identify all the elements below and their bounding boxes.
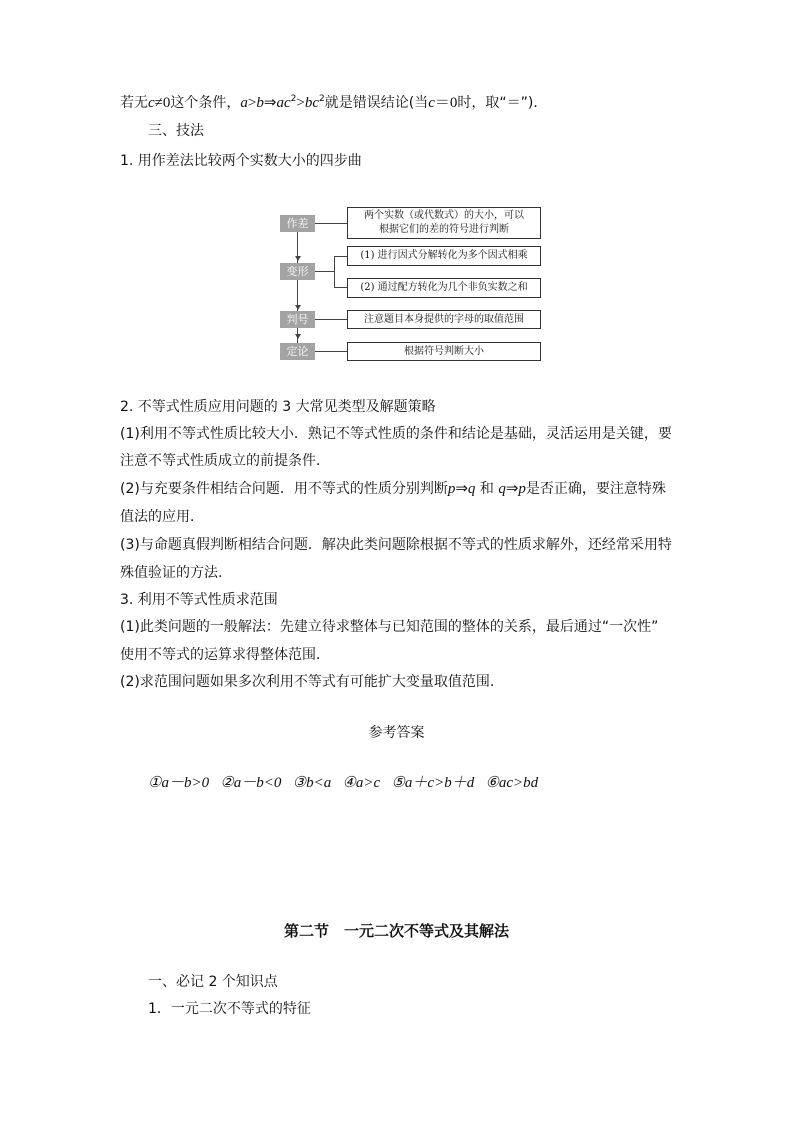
connector [315, 351, 347, 352]
item2-p1-line2: 注意不等式性质成立的前提条件． [120, 453, 330, 469]
item2-title: 2. 不等式性质应用问题的 3 大常见类型及解题策略 [120, 399, 436, 415]
flow-step-conclude: 定论 [280, 343, 315, 360]
section2-subheading: 一、必记 2 个知识点 [148, 974, 278, 990]
section2-item1: 1．一元二次不等式的特征 [148, 1001, 311, 1017]
answer-5: ⑤a＋c>b＋d [391, 775, 475, 791]
intro-text-4: 时，取“＝”)． [457, 95, 548, 111]
intro-text-2: 这个条件， [170, 95, 241, 111]
answers-title: 参考答案 [368, 725, 425, 741]
item2-p2-text-b: 和 [479, 481, 494, 497]
item3-p1-line2: 使用不等式的运算求得整体范围． [120, 647, 330, 663]
flow-box-factor: (1) 进行因式分解转化为多个因式相乘 [347, 246, 541, 266]
item2-p2-text-a: (2)与充要条件相结合问题．用不等式的性质分别判断 [120, 481, 448, 497]
answer-6: ⑥ac>bd [485, 775, 539, 791]
arrow-down-icon [295, 334, 301, 339]
flow-step-transform: 变形 [280, 263, 315, 280]
answer-3: ③b<a [292, 775, 332, 791]
item1-title: 1. 用作差法比较两个实数大小的四步曲 [120, 153, 362, 169]
item3-title: 3. 利用不等式性质求范围 [120, 592, 278, 608]
connector [334, 256, 335, 287]
connector [315, 271, 334, 272]
intro-text-3: 就是错误结论(当 [324, 95, 429, 111]
item2-p3-line1: (3)与命题真假判断相结合问题．解决此类问题除根据不等式的性质求解外，还经常采用特 [120, 537, 672, 553]
item2-p2-line1: (2)与充要条件相结合问题．用不等式的性质分别判断p⇒q 和 q⇒p是否正确，要注意特殊 [120, 481, 666, 497]
flow-box-judge: 根据符号判断大小 [347, 342, 541, 361]
connector [315, 223, 347, 224]
answer-4: ④a>c [342, 775, 381, 791]
answers-list [148, 773, 538, 793]
section-heading-techniques: 三、技法 [148, 123, 204, 139]
item3-p2: (2)求范围问题如果多次利用不等式有可能扩大变量取值范围. [120, 674, 495, 690]
flow-step-sign: 判号 [280, 311, 315, 328]
flow-step-diff: 作差 [280, 215, 315, 232]
intro-line: 若无c≠0这个条件，$a>b\Rightarrow ac^2>bc^2$就是错误结论(当c＝0时，取“＝”)． [120, 94, 548, 111]
section2-title: 第二节 一元二次不等式及其解法 [283, 922, 509, 940]
item2-p1-line1: (1)利用不等式性质比较大小．熟记不等式性质的条件和结论是基础，灵活运用是关键，要 [120, 426, 672, 442]
connector [334, 256, 347, 257]
flow-box-range: 注意题目本身提供的字母的取值范围 [347, 310, 541, 329]
answer-1: ①a－b>0 [148, 775, 210, 791]
answer-2: ②a－b<0 [220, 775, 282, 791]
arrow-down-icon [295, 256, 301, 261]
item2-p3-line2: 殊值验证的方法. [120, 565, 223, 581]
item3-p1-line1: (1)此类问题的一般解法：先建立待求整体与已知范围的整体的关系，最后通过“一次性” [120, 619, 659, 635]
connector [315, 319, 347, 320]
intro-text-1: 若无 [120, 95, 148, 111]
item2-p2-line2: 值法的应用． [120, 509, 204, 525]
arrow-down-icon [295, 305, 301, 310]
flow-box-square: (2) 通过配方转化为几个非负实数之和 [347, 278, 541, 298]
item2-p2-text-c: 是否正确，要注意特殊 [525, 481, 666, 497]
connector [334, 287, 347, 288]
flow-box-diff: 两个实数（或代数式）的大小，可以根据它们的差的符号进行判断 [347, 207, 541, 239]
